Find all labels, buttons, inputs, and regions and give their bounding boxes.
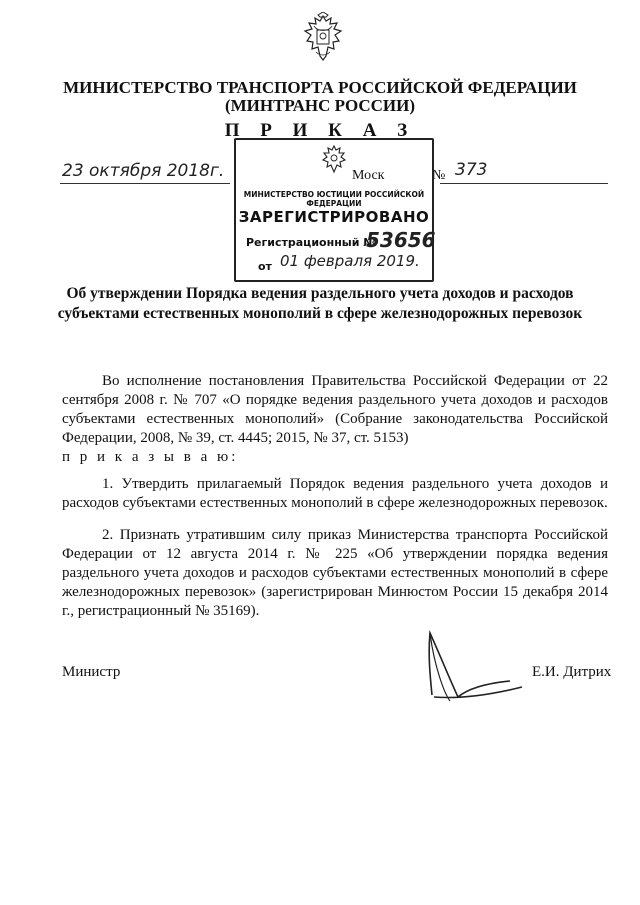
handwritten-date: 23 октября 2018г. — [62, 161, 225, 181]
item-1-text: 1. Утвердить прилагаемый Порядок ведения раздельного учета доходов и расходов субъектами естественных монополий в сфере железнодорожных перевозок. — [62, 476, 608, 511]
stamp-eagle-icon — [320, 144, 348, 174]
subject-line-1: Об утверждении Порядка ведения раздельного учета доходов и расходов — [66, 285, 574, 302]
order-subject — [40, 284, 600, 324]
handwritten-number: 373 — [455, 160, 488, 180]
coat-of-arms-emblem — [300, 12, 346, 64]
command-word: п р и к а з ы в а ю: — [62, 449, 239, 465]
preamble-paragraph — [62, 372, 608, 467]
stamp-registered-label: ЗАРЕГИСТРИРОВАНО — [238, 208, 430, 226]
stamp-from-label: от — [258, 260, 272, 273]
subject-line-2: субъектами естественных монополий в сфере железнодорожных перевозок — [57, 305, 583, 322]
ministry-abbreviation: (МИНТРАНС РОССИИ) — [224, 96, 416, 115]
stamp-reg-number: 53656 — [366, 228, 436, 252]
stamp-organization: МИНИСТЕРСТВО ЮСТИЦИИ РОССИЙСКОЙ ФЕДЕРАЦИИ — [243, 190, 425, 208]
signatory-name: Е.И. Дитрих — [532, 664, 612, 680]
handwritten-signature — [410, 625, 530, 705]
city-label: Моск — [352, 168, 385, 183]
item-2-text: 2. Признать утратившим силу приказ Министерства транспорта Российской Федерации от 12 августа 2014 г. № 225 «Об утверждении порядка ведения раздельного учета доходов и расходов субъектами естественных монополий в сфере железнодорожных перевозок» (зарегистрирован Минюстом России 15 декабря 2014 г., регистрационный № 35169). — [62, 527, 608, 619]
registration-stamp — [234, 138, 434, 282]
document-type-title: П Р И К А З — [224, 120, 416, 141]
number-underline — [440, 183, 608, 184]
signatory-position: Министр — [62, 664, 121, 680]
item-1-paragraph — [62, 475, 608, 513]
stamp-reg-number-label: Регистрационный № — [246, 236, 377, 249]
number-label: № — [432, 168, 446, 183]
stamp-reg-date: 01 февраля 2019. — [280, 252, 420, 270]
preamble-text: Во исполнение постановления Правительства Российской Федерации от 22 сентября 2008 г. № 707 «О порядке ведения раздельного учета доходов и расходов субъектами естественных монополий» (Собрание законодательства Российской Федерации, 2008, № 39, ст. 4445; 2015, № 37, ст. 5153) — [62, 373, 608, 446]
ministry-name: МИНИСТЕРСТВО ТРАНСПОРТА РОССИЙСКОЙ ФЕДЕРАЦИИ — [63, 78, 577, 97]
item-2-paragraph — [62, 526, 608, 621]
date-underline — [60, 183, 230, 184]
